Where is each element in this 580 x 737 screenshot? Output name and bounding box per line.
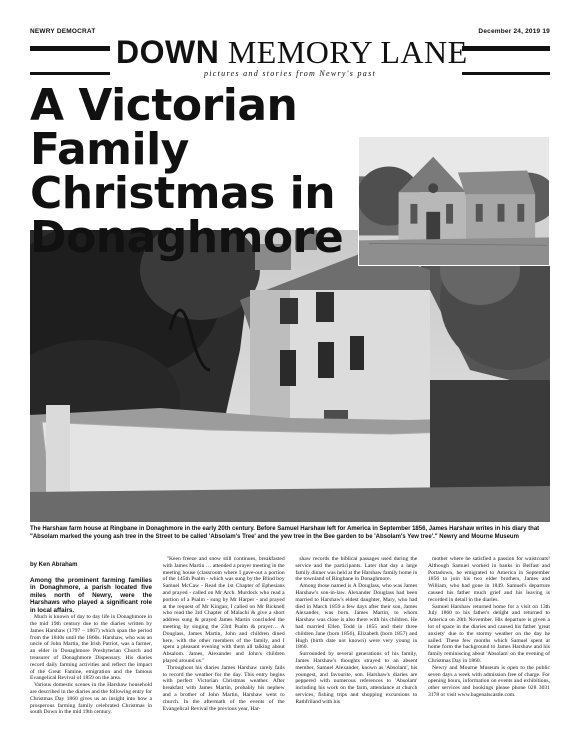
masthead-rule-left-lower xyxy=(30,72,110,75)
paragraph: Surrounded by several generations of his family, James Harshaw's thoughts strayed to an absent member, Samuel Alexander, known as 'Absolam', his youngest, and favourite, son. Harshaw's diaries are peppered with numerous references to 'Absolam' including his work on the farm, attendance at church services, fishing trips and shopping excursions to Rathfriland with his xyxy=(295,651,418,705)
paragraph: Much is known of day to day life in Donaghmore in the mid 19th century due to the diaries written by James Harshaw (1797 – 1867) which span the period from the 1840s until the 1860s. Harshaw, who was an uncle of John Martin, the Irish Patriot, was a farmer, an elder in Donaghmore Presbyterian Church and treasurer of Donaghmore Dispensary. His diaries record daily farming activities and reflect the impact of the Great Famine, emigration and the famous Evangelical Revival of 1859 on the area. xyxy=(30,614,152,682)
masthead-rule-right-lower xyxy=(462,72,550,75)
column-3 xyxy=(295,556,417,732)
masthead-title xyxy=(116,34,468,70)
article-body xyxy=(30,556,550,732)
headline-line-3: Donaghmore xyxy=(30,212,344,263)
paragraph: Samuel Harshaw returned home for a visit on 13th July 1860 to his father's delight and returned to America on 20th November. His departure is given a lot of space in the diaries and caused his father 'great anxiety' due to the stormy weather on the day he sailed. These few months which Samuel spent at home form the background to James Harshaw and his family reminiscing about 'Absolam' on the evening of Christmas Day in 1860. xyxy=(427,603,550,664)
paragraph: shaw records the biblical passages used during the service and the participants. Later that day a large family dinner was held at the Harshaw family home in the townland of Ringbane in Donaghmore. xyxy=(295,556,418,583)
article-headline xyxy=(30,80,410,263)
paragraph: Various domestic scenes in the Harshaw household are described in the diaries and the following entry for Christmas Day 1860 gives us an insight into how a prosperous farming family celebrated Christmas in south Down in the mid 19th century. xyxy=(30,682,152,716)
masthead-title-down: DOWN xyxy=(116,34,220,70)
paragraph: Newry and Mourne Museum is open to the public seven days a week with admission free of charge. For opening hours, information on events and exhibitions, other services and bookings please phone 028 3031 3178 or visit www.bagenalscastle.com. xyxy=(427,664,550,698)
photo-caption: The Harshaw farm house at Ringbane in Donaghmore in the early 20th century. Before Samuel Harshaw left for America in September 1856, James Harshaw writes in his diary that "Absolam marked the young ash tree in the Street to be called 'Absolam's Tree' and the yew tree in the Bee garden to be 'Absolam's Yew tree'." Newry and Mourne Museum xyxy=(30,526,540,540)
paragraph: Among those named is A Douglass, who was James Harshaw's son-in-law. Alexander Douglass had been married to Harshaw's eldest daughter, Mary, who had died in March 1859 a few days after their son, James Alexander, was born. James Martin, to whom Harshaw was close is also there with his children. He had married Ellen Todd in 1855 and their three children Jane (born 1856), Elizabeth (born 1857) and Hugh (birth date not known) were very young in 1860. xyxy=(295,583,418,651)
paper-name: NEWRY DEMOCRAT xyxy=(30,28,96,35)
masthead-rule-left xyxy=(30,46,110,51)
headline-line-2: Christmas in xyxy=(30,168,336,219)
issue-date-page: December 24, 2019 19 xyxy=(478,28,550,35)
column-4 xyxy=(428,556,550,732)
paragraph: mother where he satisfied a passion for waistcoats! Although Samuel worked in banks in Belfast and Portadown, he emigrated to America in September 1856 to join his two elder brothers, James and William, who had gone in 1849. Samuel's departure caused his father much grief and his leaving is recorded in detail in the diaries. xyxy=(427,556,550,603)
column-1 xyxy=(30,556,152,732)
masthead-subtitle: pictures and stories from Newry's past xyxy=(203,69,377,78)
lead-paragraph: Among the prominent farming families in Donaghmore, a parish located five miles north of Newry, were the Harshaws who played a significant role in local affairs. xyxy=(30,576,152,614)
masthead xyxy=(116,34,468,78)
paragraph: Throughout his diaries James Harshaw rarely fails to record the weather for the day. This entry begins with perfect Victorian Christmas weather. After breakfast with James Martin, probably his nephew and a brother of John Martin, Harshaw went to church. In the aftermath of the events of the Evangelical Revival the previous year, Har- xyxy=(162,664,285,712)
headline-line-1: A Victorian Family xyxy=(30,80,298,175)
masthead-title-rest: MEMORY LANE xyxy=(219,34,468,70)
farmhouse-photo xyxy=(30,230,550,522)
masthead-rule-right xyxy=(462,46,550,51)
byline: by Ken Abraham xyxy=(30,562,78,568)
column-2 xyxy=(163,556,285,732)
paragraph: "Keen freeze and snow still continues, breakfasted with James Martin … attended a prayer meeting in the meeting house (classroom where I gave-out a portion of the 145th Psalm - which was sung by the Blind boy Samuel McCaw - Read the 1st Chapter of Ephesians and prayed - called on Mr Arch. Murdock who read a portion of a Psalm - sung by Mr Harper - and prayed at the request of Mr Kingan; I called on Mr Bicknell who read the 3rd Chapter of Malachi & give a short address sung & prayed James Martin concluded the meeting by singing the 23rd Psalm & prayer… A Douglass, James Martin, John and children dined here, with the other members of the family, and I spent a pleasant evening with them all talking about Absalom. James, Alexander and John's children played around us." xyxy=(162,556,285,664)
